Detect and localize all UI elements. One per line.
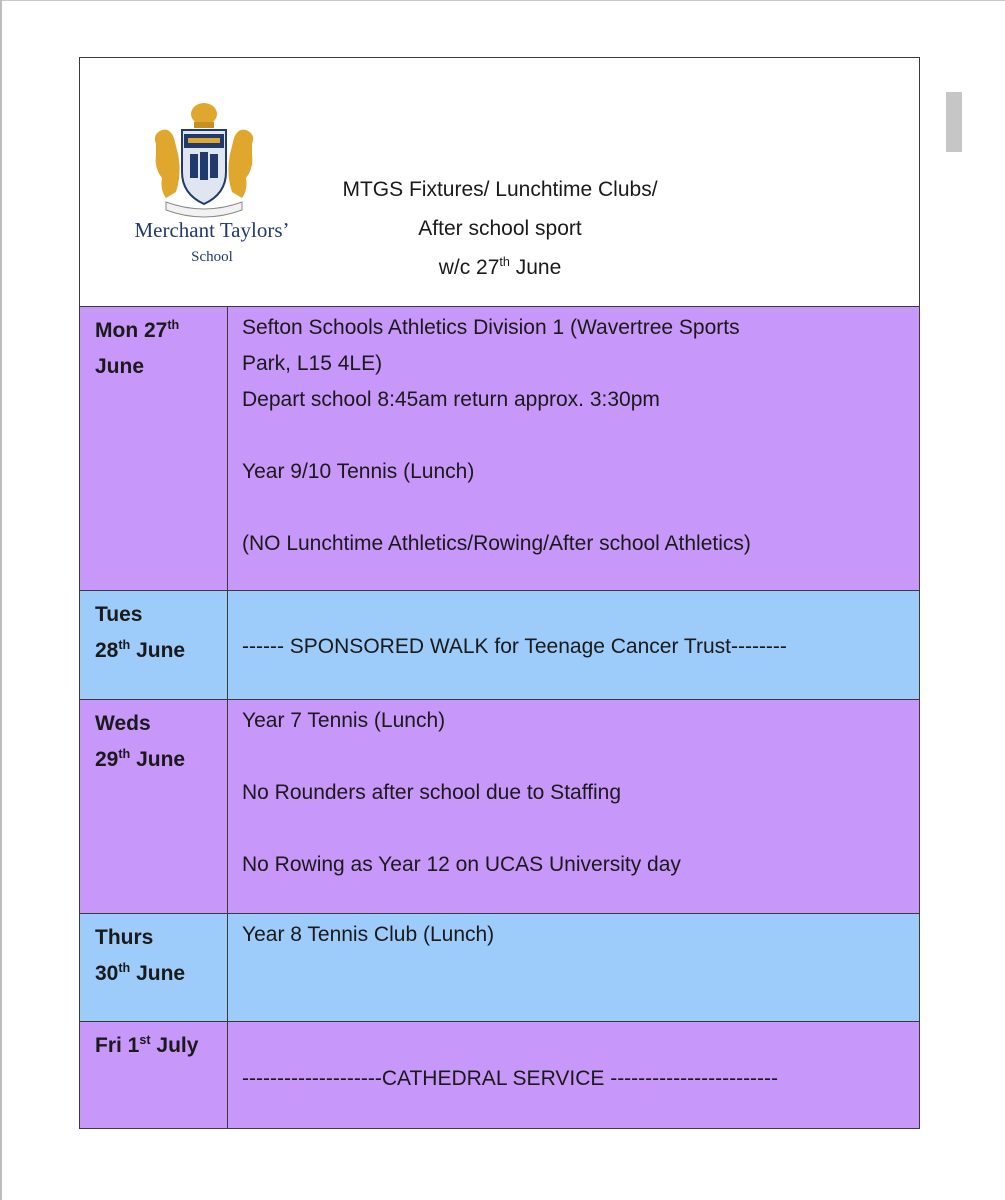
- activity-cell: [242, 914, 912, 953]
- fixture-row-wednesday: [80, 699, 919, 913]
- day-label: June: [95, 355, 145, 378]
- day-label: [95, 956, 227, 992]
- day-cell: [80, 591, 228, 699]
- fixture-row-monday: [80, 306, 919, 590]
- title-line: After school sport: [418, 217, 582, 240]
- day-text: 29: [95, 748, 119, 771]
- activity-line: (NO Lunchtime Athletics/Rowing/After school Athletics): [242, 532, 751, 555]
- fixture-row-thursday: [80, 913, 919, 1021]
- title-line: MTGS Fixtures/ Lunchtime Clubs/: [342, 178, 658, 201]
- activity-line: Park, L15 4LE): [242, 352, 383, 375]
- fixtures-sheet: [79, 57, 920, 1129]
- activity-line: Year 8 Tennis Club (Lunch): [242, 923, 495, 946]
- day-text: June: [130, 748, 186, 771]
- activity-cell: [242, 1061, 912, 1097]
- day-label: [95, 313, 227, 349]
- activity-cell: [242, 700, 912, 883]
- day-text: Fri 1: [95, 1034, 140, 1057]
- day-cell: [80, 700, 228, 913]
- activity-line: Sefton Schools Athletics Division 1 (Wavertree Sports: [242, 316, 740, 339]
- ordinal-suffix: th: [118, 747, 131, 761]
- school-name-sub: School: [191, 249, 233, 265]
- activity-line: ------ SPONSORED WALK for Teenage Cancer Trust--------: [242, 635, 787, 658]
- day-text: 28: [95, 639, 119, 662]
- activity-cell: [242, 307, 912, 562]
- day-label: [95, 633, 227, 669]
- day-label: [95, 742, 227, 778]
- title-text: June: [509, 256, 562, 279]
- day-label: [95, 1028, 227, 1064]
- activity-line: Year 7 Tennis (Lunch): [242, 709, 446, 732]
- day-text: 30: [95, 962, 119, 985]
- activity-line: Depart school 8:45am return approx. 3:30pm: [242, 388, 660, 411]
- day-cell: [80, 1022, 228, 1128]
- title-line: [280, 248, 720, 287]
- page-edge-left: [0, 0, 2, 1200]
- ordinal-suffix: th: [118, 961, 131, 975]
- ordinal-suffix: th: [499, 255, 510, 269]
- day-text: July: [150, 1034, 199, 1057]
- ordinal-suffix: th: [167, 318, 180, 332]
- page-title: [280, 170, 720, 287]
- activity-line: No Rowing as Year 12 on UCAS University day: [242, 853, 681, 876]
- day-label: Tues: [95, 603, 143, 626]
- fixture-row-friday: [80, 1021, 919, 1128]
- day-text: Mon 27: [95, 319, 168, 342]
- day-text: June: [130, 639, 186, 662]
- page-edge-top: [0, 0, 1005, 1]
- school-name: Merchant Taylors’: [134, 218, 290, 242]
- day-cell: [80, 307, 228, 590]
- title-text: w/c 27: [438, 256, 500, 279]
- activity-line: --------------------CATHEDRAL SERVICE ------------------------: [242, 1067, 779, 1090]
- ordinal-suffix: th: [118, 638, 131, 652]
- fixture-row-tuesday: [80, 590, 919, 699]
- activity-cell: [242, 629, 912, 665]
- scrollbar-thumb[interactable]: [946, 92, 962, 152]
- header-section: [80, 58, 919, 306]
- day-label: Weds: [95, 712, 151, 735]
- day-label: Thurs: [95, 926, 154, 949]
- day-cell: [80, 914, 228, 1021]
- ordinal-suffix: st: [139, 1033, 151, 1047]
- activity-line: Year 9/10 Tennis (Lunch): [242, 460, 475, 483]
- activity-line: No Rounders after school due to Staffing: [242, 781, 622, 804]
- day-text: June: [130, 962, 186, 985]
